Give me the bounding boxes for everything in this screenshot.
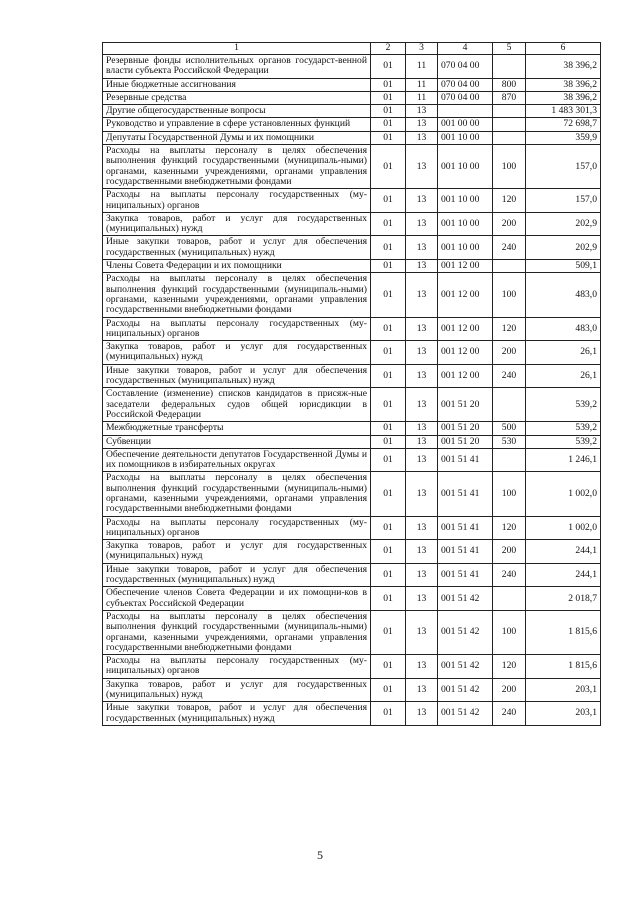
expense-type-code: 100 xyxy=(493,610,526,654)
subsection-code: 13 xyxy=(406,655,438,679)
expense-type-code: 800 xyxy=(493,78,526,91)
section-code: 01 xyxy=(371,563,406,587)
row-name: Руководство и управление в сфере установленных функций xyxy=(103,118,371,131)
amount: 26,1 xyxy=(526,364,601,388)
section-code: 01 xyxy=(371,678,406,702)
amount: 509,1 xyxy=(526,260,601,273)
subsection-code: 13 xyxy=(406,610,438,654)
expense-type-code: 500 xyxy=(493,422,526,435)
row-name: Субвенции xyxy=(103,435,371,448)
section-code: 01 xyxy=(371,105,406,118)
amount: 157,0 xyxy=(526,145,601,189)
row-name: Иные бюджетные ассигнования xyxy=(103,78,371,91)
subsection-code: 13 xyxy=(406,435,438,448)
row-name: Расходы на выплаты персоналу в целях обеспечения выполнения функций государственными (муниципаль-ными) органами, казенными учреждениями, органами управления государственными внебюджетными фондами xyxy=(103,610,371,654)
row-name: Расходы на выплаты персоналу государственных (му-ниципальных) органов xyxy=(103,189,371,213)
target-article-code: 001 12 00 xyxy=(438,260,493,273)
amount: 202,9 xyxy=(526,236,601,260)
target-article-code: 001 51 42 xyxy=(438,655,493,679)
target-article-code: 001 51 41 xyxy=(438,472,493,516)
section-code: 01 xyxy=(371,702,406,726)
section-code: 01 xyxy=(371,55,406,79)
row-name: Резервные фонды исполнительных органов государст-венной власти субъекта Российской Федерации xyxy=(103,55,371,79)
subsection-code: 13 xyxy=(406,364,438,388)
section-code: 01 xyxy=(371,260,406,273)
expense-type-code: 120 xyxy=(493,317,526,341)
target-article-code: 001 51 41 xyxy=(438,516,493,540)
expense-type-code xyxy=(493,388,526,422)
subsection-code: 13 xyxy=(406,260,438,273)
expense-type-code xyxy=(493,55,526,79)
subsection-code: 13 xyxy=(406,273,438,317)
amount: 203,1 xyxy=(526,702,601,726)
amount: 157,0 xyxy=(526,189,601,213)
expense-type-code: 870 xyxy=(493,91,526,104)
amount: 38 396,2 xyxy=(526,55,601,79)
target-article-code: 001 51 20 xyxy=(438,435,493,448)
expense-type-code xyxy=(493,587,526,611)
section-code: 01 xyxy=(371,189,406,213)
table-row xyxy=(103,273,601,317)
table-row xyxy=(103,78,601,91)
subsection-code: 13 xyxy=(406,145,438,189)
table-row xyxy=(103,422,601,435)
section-code: 01 xyxy=(371,145,406,189)
row-name: Расходы на выплаты персоналу государственных (му-ниципальных) органов xyxy=(103,516,371,540)
column-header-1: 1 xyxy=(103,43,371,55)
section-code: 01 xyxy=(371,422,406,435)
expense-type-code xyxy=(493,118,526,131)
subsection-code: 13 xyxy=(406,341,438,365)
section-code: 01 xyxy=(371,236,406,260)
target-article-code: 001 51 42 xyxy=(438,587,493,611)
table-row xyxy=(103,212,601,236)
row-name: Иные закупки товаров, работ и услуг для обеспечения государственных (муниципальных) нужд xyxy=(103,364,371,388)
table-row xyxy=(103,189,601,213)
amount: 1 815,6 xyxy=(526,655,601,679)
amount: 1 002,0 xyxy=(526,516,601,540)
expense-type-code: 120 xyxy=(493,516,526,540)
subsection-code: 13 xyxy=(406,448,438,472)
subsection-code: 13 xyxy=(406,516,438,540)
target-article-code: 070 04 00 xyxy=(438,78,493,91)
table-row xyxy=(103,702,601,726)
expense-type-code: 100 xyxy=(493,273,526,317)
row-name: Резервные средства xyxy=(103,91,371,104)
expense-type-code: 200 xyxy=(493,212,526,236)
subsection-code: 11 xyxy=(406,91,438,104)
expense-type-code xyxy=(493,105,526,118)
section-code: 01 xyxy=(371,273,406,317)
target-article-code: 001 51 42 xyxy=(438,702,493,726)
subsection-code: 13 xyxy=(406,563,438,587)
target-article-code: 001 00 00 xyxy=(438,118,493,131)
table-row xyxy=(103,587,601,611)
column-header-3: 3 xyxy=(406,43,438,55)
target-article-code: 001 51 20 xyxy=(438,422,493,435)
table-row xyxy=(103,540,601,564)
row-name: Иные закупки товаров, работ и услуг для обеспечения государственных (муниципальных) нужд xyxy=(103,563,371,587)
table-row xyxy=(103,388,601,422)
amount: 539,2 xyxy=(526,388,601,422)
target-article-code: 001 10 00 xyxy=(438,131,493,144)
target-article-code: 001 51 41 xyxy=(438,563,493,587)
row-name: Депутаты Государственной Думы и их помощники xyxy=(103,131,371,144)
subsection-code: 11 xyxy=(406,55,438,79)
table-row xyxy=(103,341,601,365)
target-article-code: 001 51 41 xyxy=(438,448,493,472)
subsection-code: 13 xyxy=(406,118,438,131)
section-code: 01 xyxy=(371,472,406,516)
expense-type-code xyxy=(493,131,526,144)
amount: 483,0 xyxy=(526,273,601,317)
target-article-code: 001 10 00 xyxy=(438,236,493,260)
section-code: 01 xyxy=(371,118,406,131)
table-row xyxy=(103,610,601,654)
row-name: Расходы на выплаты персоналу в целях обеспечения выполнения функций государственными (муниципаль-ными) органами, казенными учреждениями, органами управления государственными внебюджетными фондами xyxy=(103,472,371,516)
row-name: Закупка товаров, работ и услуг для государственных (муниципальных) нужд xyxy=(103,540,371,564)
subsection-code: 13 xyxy=(406,702,438,726)
row-name: Обеспечение деятельности депутатов Государственной Думы и их помощников в избирательных округах xyxy=(103,448,371,472)
target-article-code: 001 10 00 xyxy=(438,212,493,236)
section-code: 01 xyxy=(371,610,406,654)
subsection-code: 13 xyxy=(406,189,438,213)
target-article-code: 001 51 42 xyxy=(438,610,493,654)
target-article-code xyxy=(438,105,493,118)
amount: 38 396,2 xyxy=(526,91,601,104)
table-row xyxy=(103,317,601,341)
row-name: Расходы на выплаты персоналу в целях обеспечения выполнения функций государственными (муниципаль-ными) органами, казенными учреждениями, органами управления государственными внебюджетными фондами xyxy=(103,145,371,189)
subsection-code: 13 xyxy=(406,105,438,118)
amount: 202,9 xyxy=(526,212,601,236)
subsection-code: 13 xyxy=(406,587,438,611)
row-name: Иные закупки товаров, работ и услуг для обеспечения государственных (муниципальных) нужд xyxy=(103,702,371,726)
table-row xyxy=(103,678,601,702)
section-code: 01 xyxy=(371,341,406,365)
section-code: 01 xyxy=(371,448,406,472)
subsection-code: 11 xyxy=(406,78,438,91)
subsection-code: 13 xyxy=(406,236,438,260)
amount: 483,0 xyxy=(526,317,601,341)
section-code: 01 xyxy=(371,78,406,91)
table-row xyxy=(103,472,601,516)
table-body xyxy=(103,55,601,726)
expense-type-code xyxy=(493,448,526,472)
amount: 1 815,6 xyxy=(526,610,601,654)
expense-type-code: 120 xyxy=(493,655,526,679)
section-code: 01 xyxy=(371,516,406,540)
section-code: 01 xyxy=(371,540,406,564)
row-name: Другие общегосударственные вопросы xyxy=(103,105,371,118)
amount: 203,1 xyxy=(526,678,601,702)
expense-type-code: 240 xyxy=(493,236,526,260)
target-article-code: 001 12 00 xyxy=(438,273,493,317)
expense-type-code: 240 xyxy=(493,702,526,726)
table-row xyxy=(103,105,601,118)
table-row xyxy=(103,448,601,472)
row-name: Иные закупки товаров, работ и услуг для обеспечения государственных (муниципальных) нужд xyxy=(103,236,371,260)
row-name: Закупка товаров, работ и услуг для государственных (муниципальных) нужд xyxy=(103,678,371,702)
target-article-code: 001 51 42 xyxy=(438,678,493,702)
amount: 2 018,7 xyxy=(526,587,601,611)
amount: 539,2 xyxy=(526,435,601,448)
column-header-2: 2 xyxy=(371,43,406,55)
table-row xyxy=(103,145,601,189)
expense-type-code: 200 xyxy=(493,540,526,564)
table-row xyxy=(103,55,601,79)
subsection-code: 13 xyxy=(406,422,438,435)
table-row xyxy=(103,516,601,540)
header-row xyxy=(103,43,601,55)
table-row xyxy=(103,131,601,144)
target-article-code: 001 51 20 xyxy=(438,388,493,422)
row-name: Закупка товаров, работ и услуг для государственных (муниципальных) нужд xyxy=(103,212,371,236)
row-name: Расходы на выплаты персоналу государственных (му-ниципальных) органов xyxy=(103,317,371,341)
target-article-code: 001 10 00 xyxy=(438,145,493,189)
table-row xyxy=(103,118,601,131)
target-article-code: 070 04 00 xyxy=(438,55,493,79)
expense-type-code xyxy=(493,260,526,273)
amount: 244,1 xyxy=(526,540,601,564)
section-code: 01 xyxy=(371,587,406,611)
subsection-code: 13 xyxy=(406,678,438,702)
amount: 72 698,7 xyxy=(526,118,601,131)
table-row xyxy=(103,655,601,679)
section-code: 01 xyxy=(371,212,406,236)
section-code: 01 xyxy=(371,131,406,144)
subsection-code: 13 xyxy=(406,212,438,236)
column-header-6: 6 xyxy=(526,43,601,55)
subsection-code: 13 xyxy=(406,317,438,341)
expense-type-code: 240 xyxy=(493,563,526,587)
target-article-code: 070 04 00 xyxy=(438,91,493,104)
section-code: 01 xyxy=(371,91,406,104)
amount: 1 002,0 xyxy=(526,472,601,516)
row-name: Члены Совета Федерации и их помощники xyxy=(103,260,371,273)
expense-type-code: 200 xyxy=(493,341,526,365)
row-name: Расходы на выплаты персоналу государственных (му-ниципальных) органов xyxy=(103,655,371,679)
subsection-code: 13 xyxy=(406,388,438,422)
subsection-code: 13 xyxy=(406,540,438,564)
amount: 1 246,1 xyxy=(526,448,601,472)
expense-type-code: 100 xyxy=(493,145,526,189)
column-header-5: 5 xyxy=(493,43,526,55)
table-row xyxy=(103,91,601,104)
target-article-code: 001 10 00 xyxy=(438,189,493,213)
row-name: Межбюджетные трансферты xyxy=(103,422,371,435)
target-article-code: 001 12 00 xyxy=(438,317,493,341)
row-name: Составление (изменение) списков кандидатов в присяж-ные заседатели федеральных судов общей юрисдикции в Российской Федерации xyxy=(103,388,371,422)
amount: 359,9 xyxy=(526,131,601,144)
row-name: Расходы на выплаты персоналу в целях обеспечения выполнения функций государственными (муниципаль-ными) органами, казенными учреждениями, органами управления государственными внебюджетными фондами xyxy=(103,273,371,317)
section-code: 01 xyxy=(371,317,406,341)
expense-type-code: 100 xyxy=(493,472,526,516)
expense-type-code: 240 xyxy=(493,364,526,388)
row-name: Обеспечение членов Совета Федерации и их помощни-ков в субъектах Российской Федерации xyxy=(103,587,371,611)
row-name: Закупка товаров, работ и услуг для государственных (муниципальных) нужд xyxy=(103,341,371,365)
target-article-code: 001 12 00 xyxy=(438,364,493,388)
section-code: 01 xyxy=(371,435,406,448)
expense-type-code: 120 xyxy=(493,189,526,213)
expense-type-code: 200 xyxy=(493,678,526,702)
column-header-4: 4 xyxy=(438,43,493,55)
table-row xyxy=(103,260,601,273)
amount: 26,1 xyxy=(526,341,601,365)
target-article-code: 001 51 41 xyxy=(438,540,493,564)
target-article-code: 001 12 00 xyxy=(438,341,493,365)
table-row xyxy=(103,563,601,587)
amount: 38 396,2 xyxy=(526,78,601,91)
page-number: 5 xyxy=(317,848,323,862)
table-row xyxy=(103,236,601,260)
section-code: 01 xyxy=(371,655,406,679)
amount: 244,1 xyxy=(526,563,601,587)
table-row xyxy=(103,435,601,448)
subsection-code: 13 xyxy=(406,472,438,516)
amount: 539,2 xyxy=(526,422,601,435)
amount: 1 483 301,3 xyxy=(526,105,601,118)
expense-type-code: 530 xyxy=(493,435,526,448)
budget-table xyxy=(102,42,601,726)
section-code: 01 xyxy=(371,364,406,388)
subsection-code: 13 xyxy=(406,131,438,144)
section-code: 01 xyxy=(371,388,406,422)
table-row xyxy=(103,364,601,388)
